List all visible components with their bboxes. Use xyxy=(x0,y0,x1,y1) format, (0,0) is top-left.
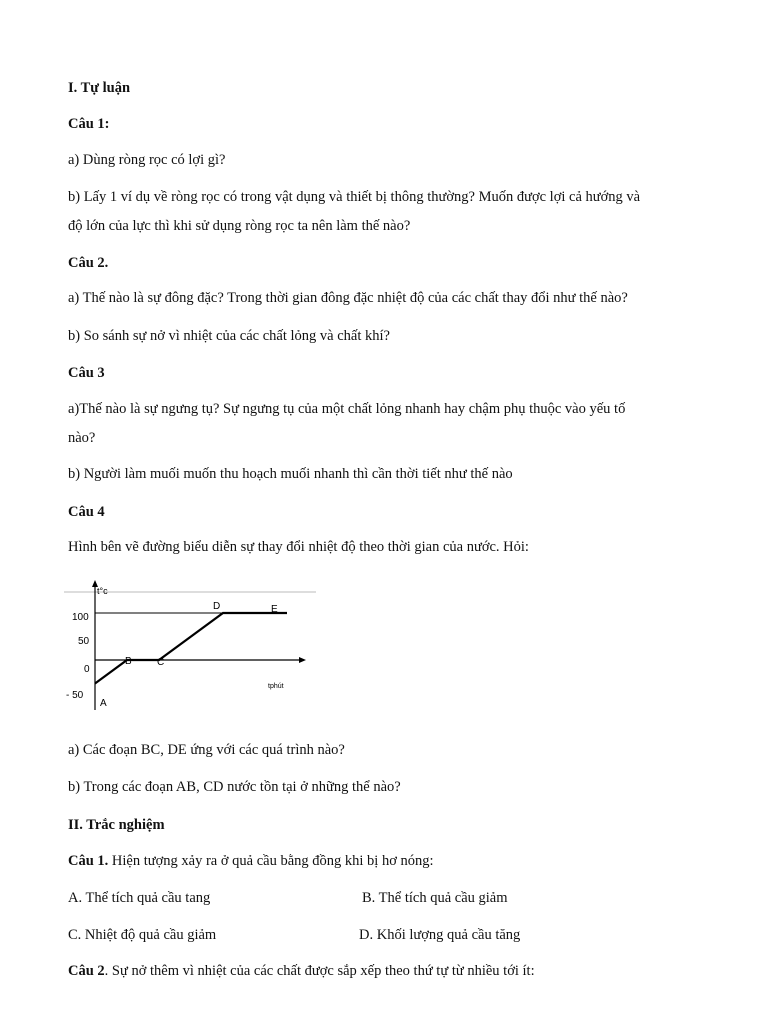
mc-question-1-text: Hiện tượng xảy ra ở quả cầu bằng đồng khi bị hơ nóng: xyxy=(108,853,434,869)
question-1-a: a) Dùng ròng rọc có lợi gì? xyxy=(68,152,226,168)
tick-100: 100 xyxy=(72,612,89,623)
mc1-option-d: D. Khối lượng quả cầu tăng xyxy=(359,927,521,943)
y-axis-label: t°c xyxy=(97,586,108,596)
question-4-intro: Hình bên vẽ đường biểu diễn sự thay đổi nhiệt độ theo thời gian của nước. Hỏi: xyxy=(68,539,529,555)
tick-neg50: - 50 xyxy=(66,690,84,701)
point-d-label: D xyxy=(213,601,221,612)
mc-question-1 xyxy=(68,853,434,870)
tick-50: 50 xyxy=(78,636,90,647)
point-c-label: C xyxy=(157,657,165,668)
question-1-b-line1: b) Lấy 1 ví dụ về ròng rọc có trong vật dụng và thiết bị thông thường? Muốn được lợi cả hướng và xyxy=(68,189,641,205)
question-2-b: b) So sánh sự nở vì nhiệt của các chất lỏng và chất khí? xyxy=(68,328,390,344)
question-1-title: Câu 1: xyxy=(68,116,110,132)
question-4-title: Câu 4 xyxy=(68,504,105,520)
question-4-b: b) Trong các đoạn AB, CD nước tồn tại ở những thể nào? xyxy=(68,779,401,795)
question-3-b: b) Người làm muối muốn thu hoạch muối nhanh thì cần thời tiết như thế nào xyxy=(68,466,513,482)
question-1-b-line2: độ lớn của lực thì khi sử dụng ròng rọc ta nên làm thế nào? xyxy=(68,218,411,234)
mc-question-2-title: Câu 2 xyxy=(68,963,105,979)
tick-0: 0 xyxy=(84,664,90,675)
mc1-option-a: A. Thể tích quả cầu tang xyxy=(68,890,211,906)
mc1-option-b: B. Thể tích quả cầu giảm xyxy=(362,890,508,906)
question-4-a: a) Các đoạn BC, DE ứng với các quá trình nào? xyxy=(68,742,345,758)
point-b-label: B xyxy=(125,656,132,667)
question-3-a-line1: a)Thế nào là sự ngưng tụ? Sự ngưng tụ của một chất lỏng nhanh hay chậm phụ thuộc vào yếu tố xyxy=(68,401,626,417)
mc-question-2 xyxy=(68,963,535,980)
mc-question-2-text: . Sự nở thêm vì nhiệt của các chất được sắp xếp theo thứ tự từ nhiều tới ít: xyxy=(104,963,535,979)
section-2-title: II. Trắc nghiệm xyxy=(68,817,165,833)
x-axis-arrow xyxy=(299,657,306,663)
x-axis-label: tphút xyxy=(268,683,284,690)
mc1-option-c: C. Nhiệt độ quả cầu giảm xyxy=(68,927,217,943)
point-e-label: E xyxy=(271,604,278,615)
temperature-graph xyxy=(64,578,324,714)
point-a-label: A xyxy=(100,698,107,709)
question-2-a: a) Thế nào là sự đông đặc? Trong thời gian đông đặc nhiệt độ của các chất thay đổi như thế nào? xyxy=(68,290,628,306)
question-3-a-line2: nào? xyxy=(68,430,96,446)
section-1-title: I. Tự luận xyxy=(68,80,131,96)
question-3-title: Câu 3 xyxy=(68,365,105,381)
question-2-title: Câu 2. xyxy=(68,255,109,271)
temperature-curve xyxy=(95,613,287,684)
mc-question-1-title: Câu 1. xyxy=(68,853,109,869)
